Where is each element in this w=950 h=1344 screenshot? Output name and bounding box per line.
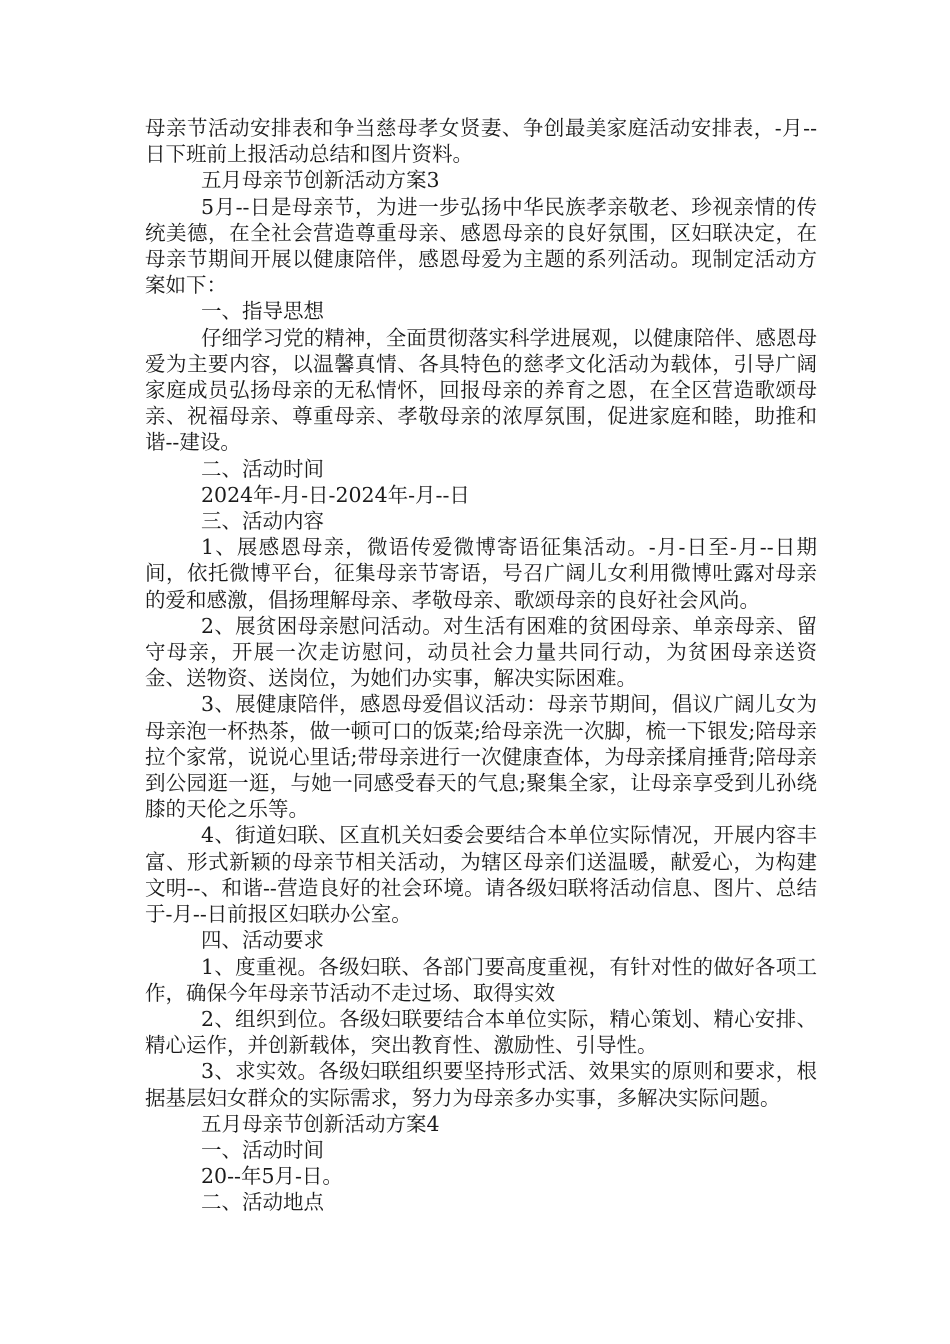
plan-4-section-location-heading: 二、活动地点 [201,1190,324,1215]
section-activity-time-heading: 二、活动时间 [201,456,324,481]
content-item-4: 4、街道妇联、区直机关妇委会要结合本单位实际情况，开展内容丰富、形式新颖的母亲节相关活动，为辖区母亲们送温暖，献爱心，为构建文明--、和谐--营造良好的社会环境。请各级妇联将活动信息、图片、总结于-月--日前报区妇联办公室。 [145,823,817,927]
requirement-item-2: 2、组织到位。各级妇联要结合本单位实际，精心策划、精心安排、精心运作，并创新载体，突出教育性、激励性、引导性。 [145,1006,817,1058]
activity-time-value: 2024年-月-日-2024年-月--日 [201,482,470,507]
content-item-2: 2、展贫困母亲慰问活动。对生活有困难的贫困母亲、单亲母亲、留守母亲，开展一次走访慰问，动员社会力量共同行动，为贫困母亲送资金、送物资、送岗位，为她们办实事，解决实际困难。 [145,613,817,691]
requirement-item-1: 1、度重视。各级妇联、各部门要高度重视，有针对性的做好各项工作，确保今年母亲节活动不走过场、取得实效 [145,954,817,1005]
paragraph-intro-continuation: 母亲节活动安排表和争当慈母孝女贤妻、争创最美家庭活动安排表，-月--日下班前上报活动总结和图片资料。 [145,116,817,167]
content-item-3: 3、展健康陪伴，感恩母爱倡议活动：母亲节期间，倡议广阔儿女为母亲泡一杯热茶，做一顿可口的饭菜;给母亲洗一次脚，梳一下银发;陪母亲拉个家常，说说心里话;带母亲进行一次健康查体，为母亲揉肩捶背;陪母亲到公园逛一逛，与她一同感受春天的气息;聚集全家，让母亲享受到儿孙绕膝的天伦之乐等。 [145,692,817,822]
content-item-1: 1、展感恩母亲，微语传爱微博寄语征集活动。-月-日至-月--日期间，依托微博平台，征集母亲节寄语，号召广阔儿女利用微博吐露对母亲的爱和感激，倡扬理解母亲、孝敬母亲、歌颂母亲的良好社会风尚。 [145,535,817,612]
section-requirements-heading: 四、活动要求 [201,928,324,953]
plan-3-heading: 五月母亲节创新活动方案3 [201,168,440,193]
section-guiding-ideology-body: 仔细学习党的精神，全面贯彻落实科学进展观，以健康陪伴、感恩母爱为主要内容，以温馨真情、各具特色的慈孝文化活动为载体，引导广阔家庭成员弘扬母亲的无私情怀，回报母亲的养育之恩，在全区营造歌颂母亲、祝福母亲、尊重母亲、孝敬母亲的浓厚氛围，促进家庭和睦，助推和谐--建设。 [145,325,817,455]
plan-4-time-value: 20--年5月-日。 [201,1164,343,1189]
plan-3-intro: 5月--日是母亲节，为进一步弘扬中华民族孝亲敬老、珍视亲情的传统美德，在全社会营造尊重母亲、感恩母亲的良好氛围，区妇联决定，在母亲节期间开展以健康陪伴，感恩母爱为主题的系列活动。现制定活动方案如下： [145,194,817,298]
plan-4-heading: 五月母亲节创新活动方案4 [201,1111,440,1136]
section-activity-content-heading: 三、活动内容 [201,509,324,534]
document-body [145,115,817,1216]
plan-4-section-time-heading: 一、活动时间 [201,1137,324,1162]
section-guiding-ideology-heading: 一、指导思想 [201,299,324,324]
requirement-item-3: 3、求实效。各级妇联组织要坚持形式活、效果实的原则和要求，根据基层妇女群众的实际需求，努力为母亲多办实事，多解决实际问题。 [145,1059,817,1110]
